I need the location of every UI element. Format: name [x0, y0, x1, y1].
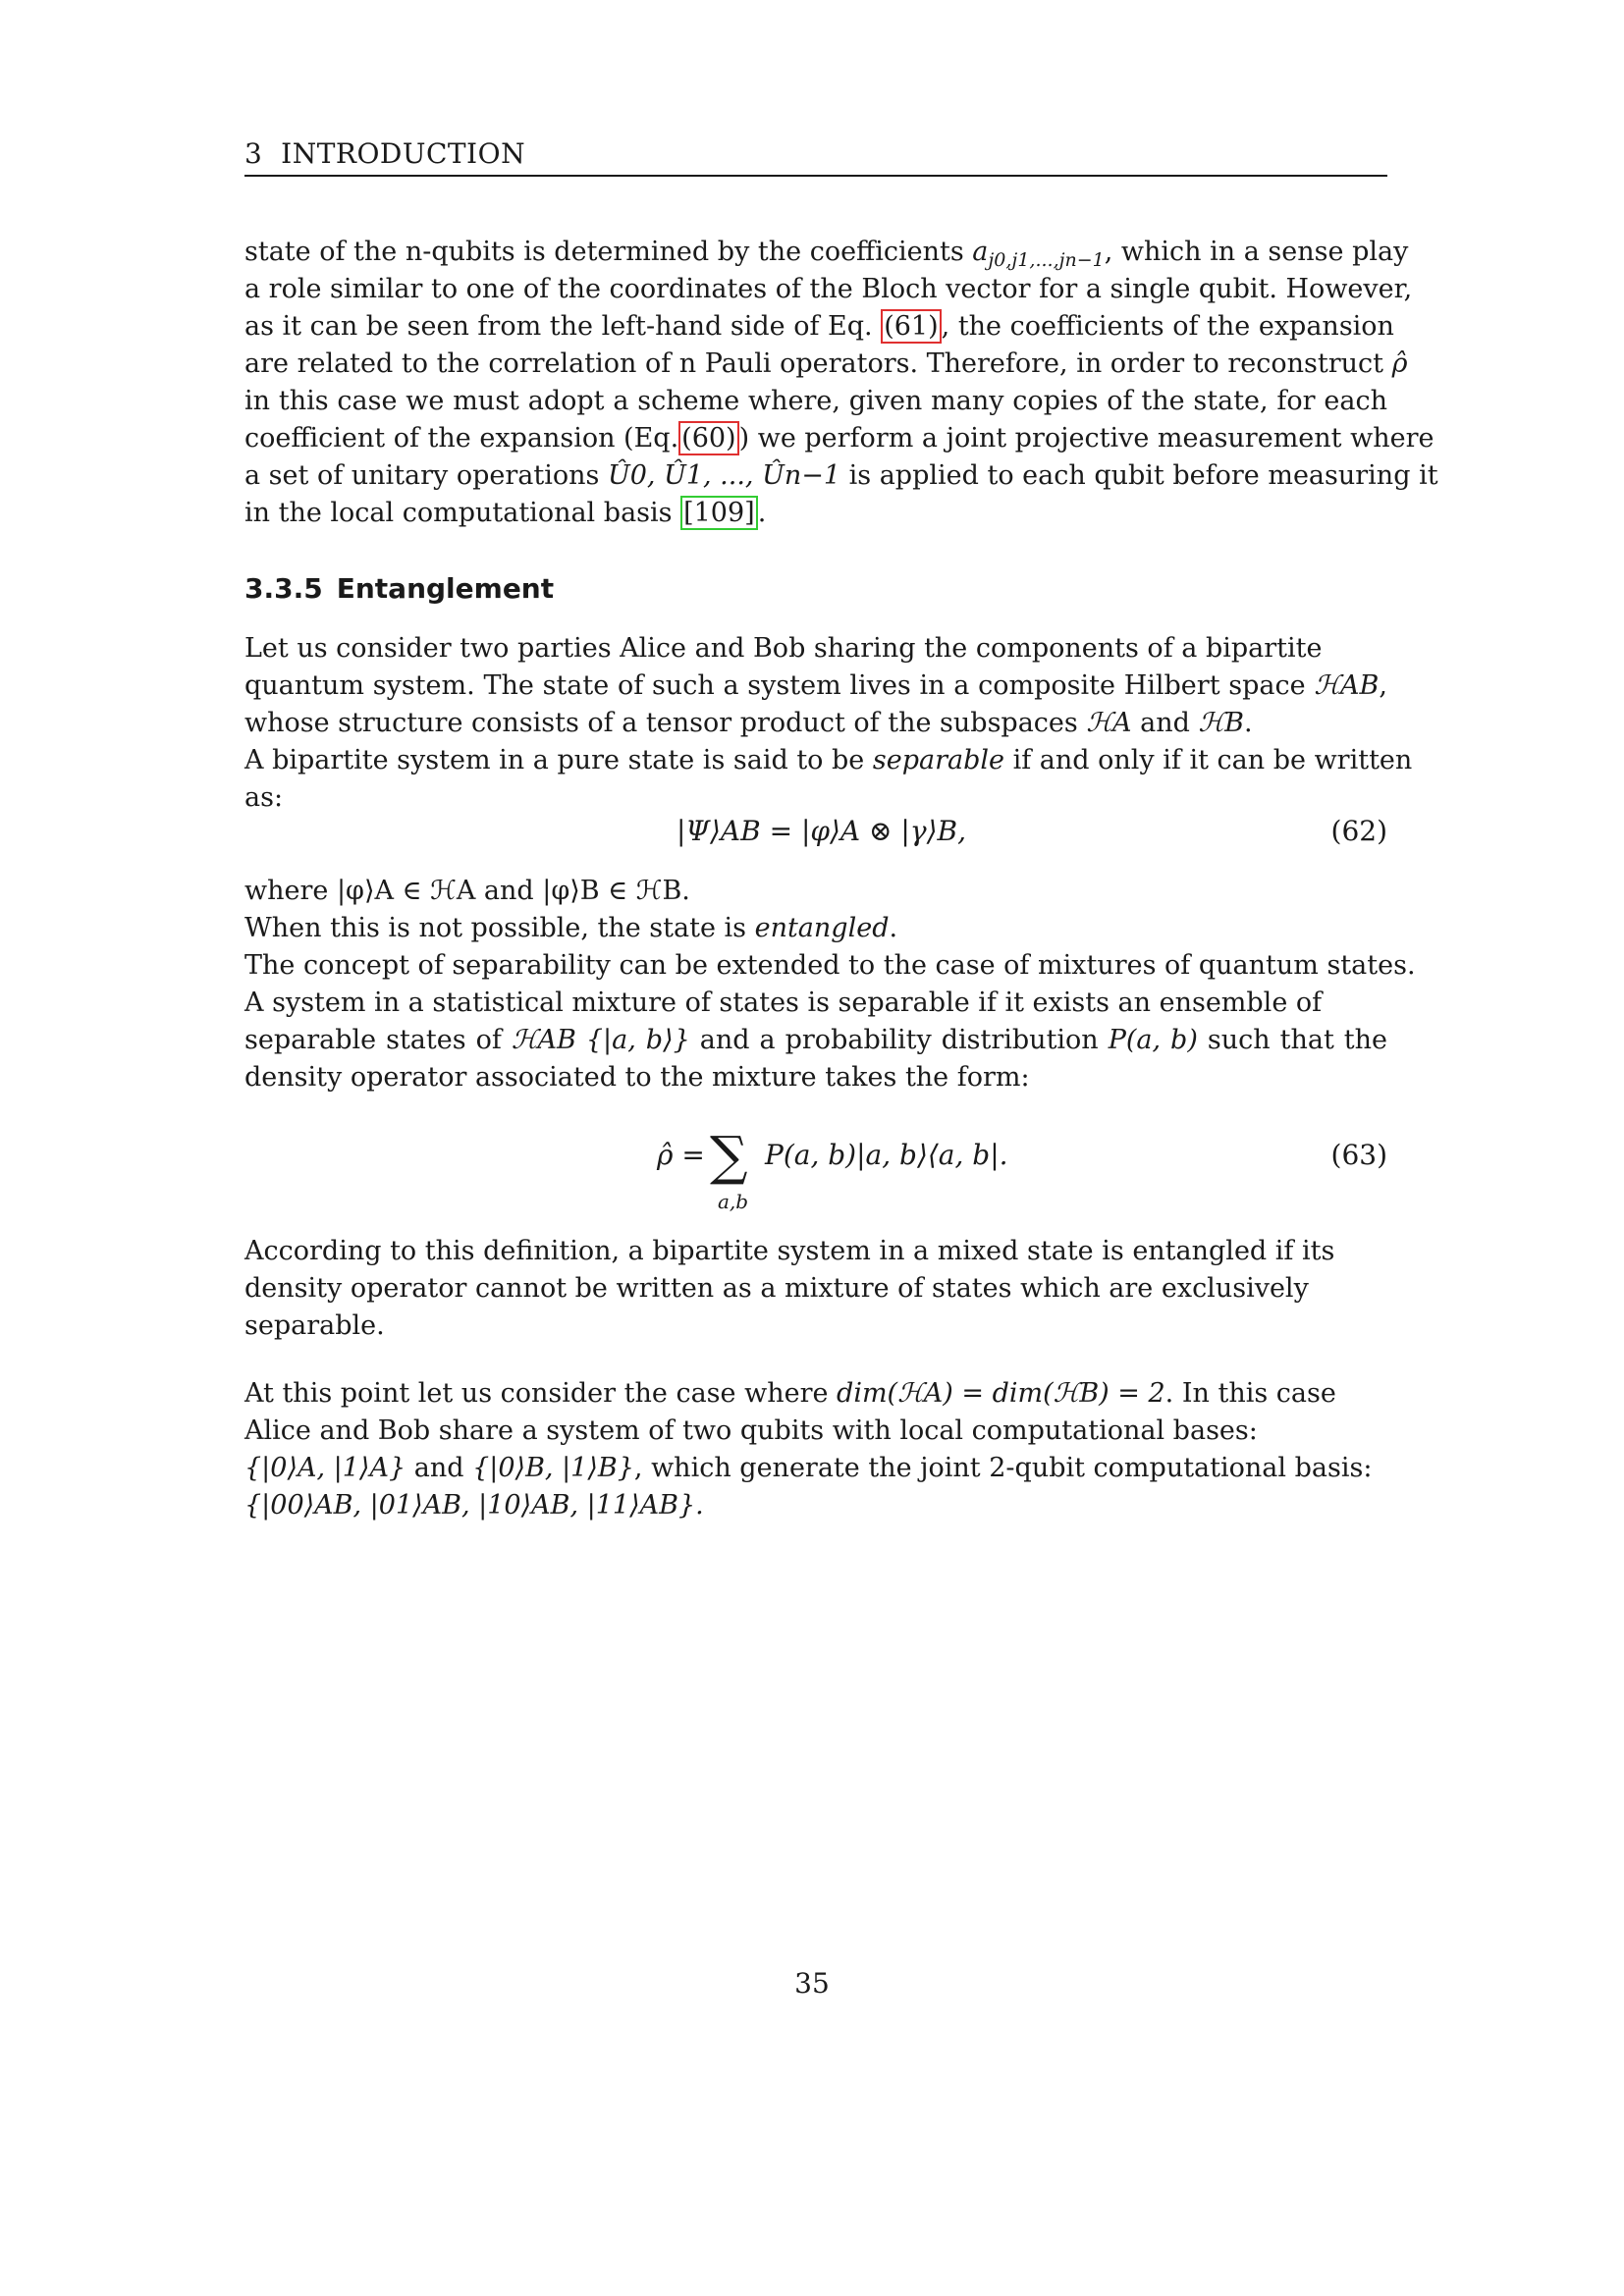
emphasis-entangled: entangled [754, 913, 890, 943]
equation-number: (62) [1330, 815, 1387, 847]
hilbert-space-a: ℋA [1086, 708, 1132, 738]
text-span: state of the n-qubits is determined by the coefficients [244, 237, 973, 267]
basis-a: {|0⟩A, |1⟩A} [244, 1453, 406, 1483]
paragraph-entanglement [244, 630, 1413, 817]
state-set: {|a, b⟩} [575, 1025, 700, 1055]
running-head [244, 137, 1387, 170]
text-line: A system in a statistical mixture of states is separable if it exists an ensemble of [244, 988, 1323, 1018]
summation-symbol: ∑ [710, 1125, 748, 1187]
paragraph-intro [244, 234, 1438, 532]
text-span: if and only if it can be written [1004, 745, 1413, 775]
text-span: in the local computational basis [244, 498, 681, 528]
text-span: A bipartite system in a pure state is said to be [244, 745, 873, 775]
text-span: whose structure consists of a tensor product of the subspaces [244, 708, 1087, 738]
text-line [244, 1022, 1387, 1059]
equation-62 [244, 815, 1387, 854]
text-line [244, 234, 1409, 271]
hilbert-space-b: ℋB [1198, 708, 1244, 738]
text-span: , which generate the joint 2-qubit computational basis: [633, 1453, 1373, 1483]
equation-number: (63) [1330, 1139, 1387, 1171]
coefficient-symbol: $a_{j0,j1,...,jn-1}$ [972, 237, 1105, 271]
text-span: is applied to each qubit before measuring it [840, 460, 1438, 491]
text-line [244, 346, 1408, 383]
equation-rhs: P(a, b)|a, b⟩⟨a, b|. [765, 1139, 1008, 1171]
text-line [244, 742, 1413, 779]
text-line: Alice and Bob share a system of two qubits with local computational bases: [244, 1415, 1258, 1446]
text-span: . [889, 913, 898, 943]
text-span: At this point let us consider the case where [244, 1378, 838, 1409]
text-line: where |φ⟩A ∈ ℋA and |φ⟩B ∈ ℋB. [244, 876, 690, 906]
text-line [244, 457, 1438, 495]
hilbert-space-ab: ℋAB [511, 1025, 576, 1055]
header-rule [244, 175, 1387, 177]
rho-hat-symbol: ρ̂ [1391, 348, 1408, 379]
equation-ref-61-link[interactable]: (61) [881, 309, 941, 344]
text-line [244, 1375, 1387, 1413]
equation-body [657, 1125, 1008, 1213]
text-line [244, 667, 1387, 705]
text-line: density operator associated to the mixture takes the form: [244, 1062, 1030, 1093]
equation-lhs: ρ̂ = [657, 1139, 705, 1171]
basis-b: {|0⟩B, |1⟩B} [472, 1453, 634, 1483]
text-span: coefficient of the expansion (Eq. [244, 423, 679, 454]
text-span: separable states of [244, 1025, 512, 1055]
dimension-equation: dim(ℋA) = dim(ℋB) = 2 [837, 1378, 1165, 1409]
text-line [244, 495, 1387, 532]
equation-ref-60-link[interactable]: (60) [678, 421, 738, 455]
section-heading [244, 572, 554, 605]
text-line [244, 910, 1387, 947]
text-line: density operator cannot be written as a mixture of states which are exclusively [244, 1273, 1309, 1304]
equation-63 [244, 1125, 1387, 1217]
text-line [244, 1450, 1387, 1487]
summation-index: a,b [718, 1190, 749, 1213]
section-number: 3.3.5 [244, 572, 323, 605]
citation-109-link[interactable]: [109] [680, 496, 758, 530]
text-line: According to this definition, a bipartite system in a mixed state is entangled if its [244, 1236, 1335, 1266]
probability-distribution: P(a, b) [1108, 1025, 1198, 1055]
text-span: ) we perform a joint projective measurement where [738, 423, 1435, 454]
text-line [244, 705, 1387, 742]
text-span: as it can be seen from the left-hand side of Eq. [244, 311, 882, 342]
text-line: separable. [244, 1310, 385, 1341]
text-span: and [1131, 708, 1199, 738]
equation-body: |Ψ⟩AB = |φ⟩A ⊗ |γ⟩B, [677, 815, 966, 847]
text-span: a set of unitary operations [244, 460, 608, 491]
text-line: a role similar to one of the coordinates of the Bloch vector for a single qubit. However, [244, 274, 1413, 304]
text-span: , which in a sense play [1104, 237, 1409, 267]
text-line: in this case we must adopt a scheme where, given many copies of the state, for each [244, 386, 1387, 416]
text-span: When this is not possible, the state is [244, 913, 755, 943]
paragraph-where [244, 873, 1416, 1096]
hilbert-space-ab: ℋAB [1314, 670, 1380, 701]
text-span: and [406, 1453, 473, 1483]
text-span: and a probability distribution [699, 1025, 1109, 1055]
text-span: . [757, 498, 767, 528]
paragraph-definition [244, 1233, 1387, 1345]
text-span: quantum system. The state of such a system lives in a composite Hilbert space [244, 670, 1315, 701]
emphasis-separable: separable [872, 745, 1004, 775]
chapter-number: 3 [244, 137, 263, 170]
unitary-operators: Û0, Û1, ..., Ûn−1 [607, 460, 841, 491]
text-span: . In this case [1164, 1378, 1336, 1409]
text-span: such that the [1197, 1025, 1387, 1055]
text-line: Let us consider two parties Alice and Bob sharing the components of a bipartite [244, 633, 1323, 664]
text-span: , [1379, 670, 1387, 701]
text-line [244, 420, 1435, 457]
chapter-title: INTRODUCTION [281, 137, 526, 170]
joint-basis: {|00⟩AB, |01⟩AB, |10⟩AB, |11⟩AB}. [244, 1490, 704, 1521]
text-span: . [1244, 708, 1253, 738]
text-line: as: [244, 782, 284, 813]
section-title: Entanglement [336, 572, 555, 605]
text-line [244, 308, 1394, 346]
page-number: 35 [794, 1967, 830, 2000]
paragraph-qubits [244, 1375, 1387, 1524]
text-span: , the coefficients of the expansion [941, 311, 1394, 342]
text-span: are related to the correlation of n Pauli operators. Therefore, in order to reconstruct [244, 348, 1392, 379]
text-line: The concept of separability can be extended to the case of mixtures of quantum states. [244, 950, 1416, 981]
